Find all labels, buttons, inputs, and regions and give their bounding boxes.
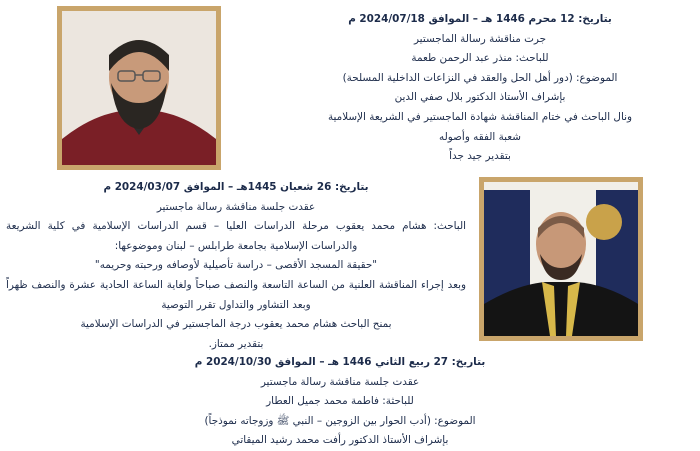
entry-3: [60, 353, 620, 451]
entry-1-line-6: شعبة الفقه وأصوله: [439, 130, 521, 143]
entry-1-date: بتاريخ: 12 محرم 1446 هـ – الموافق 2024/07/18 م: [348, 13, 612, 25]
entry-3-date: بتاريخ: 27 ربيع الثاني 1446 هـ – الموافق 2024/10/30 م: [194, 356, 486, 368]
entry-1-line-3: الموضوع: (دور أهل الحل والعقد في النزاعات الداخلية المسلحة): [342, 71, 618, 84]
entry-2-line-1: عقدت جلسة مناقشة رسالة ماجستير: [156, 200, 316, 213]
entry-2-line-3: "حقيقة المسجد الأقصى – دراسة تأصيلية لأوصافه ورحبته وحريمه": [94, 259, 378, 272]
researcher-photo-1: [57, 6, 221, 170]
entry-1-line-1: جرت مناقشة رسالة الماجستير: [413, 32, 547, 45]
entry-2-date: بتاريخ: 26 شعبان 1445هـ – الموافق 2024/03/07 م: [103, 181, 369, 193]
entry-2: [6, 178, 466, 354]
entry-1-line-7: بتقدير جيد جداً: [449, 150, 511, 163]
entry-1: [265, 10, 695, 167]
entry-2-line-5: بمنح الباحث هشام محمد يعقوب درجة الماجستير في الدراسات الإسلامية: [80, 318, 392, 331]
entry-1-line-5: ونال الباحث في ختام المناقشة شهادة الماجستير في الشريعة الإسلامية: [327, 110, 633, 123]
entry-3-line-1: عقدت جلسة مناقشة رسالة ماجستير: [260, 375, 420, 388]
entry-3-line-3: الموضوع: (أدب الحوار بين الزوجين – النبي ﷺ وزوجاته نموذجاً): [204, 414, 476, 427]
entry-2-line-2: الباحث: هشام محمد يعقوب مرحلة الدراسات العليا – قسم الدراسات الإسلامية في كلية الشريعة والدراسات الإسلامية بجامعة طرابلس – لبنان وموضوعها:: [6, 220, 466, 252]
entry-1-line-2: للباحث: منذر عبد الرحمن طعمة: [411, 52, 549, 65]
entry-2-line-6: بتقدير ممتاز.: [208, 337, 264, 350]
entry-3-line-4: بإشراف الأستاذ الدكتور رأفت محمد رشيد الميقاتي: [231, 434, 449, 447]
entry-1-line-4: بإشراف الأستاذ الدكتور بلال صفي الدين: [394, 91, 566, 104]
entry-3-line-2: للباحثة: فاطمة محمد جميل العطار: [266, 395, 414, 408]
researcher-photo-2: [479, 177, 643, 341]
entry-2-line-4: وبعد إجراء المناقشة العلنية من الساعة التاسعة والنصف صباحاً ولغاية الساعة الحادية عشرة والنصف ظهراً وبعد التشاور والتداول تقرر التوصية: [6, 278, 466, 311]
